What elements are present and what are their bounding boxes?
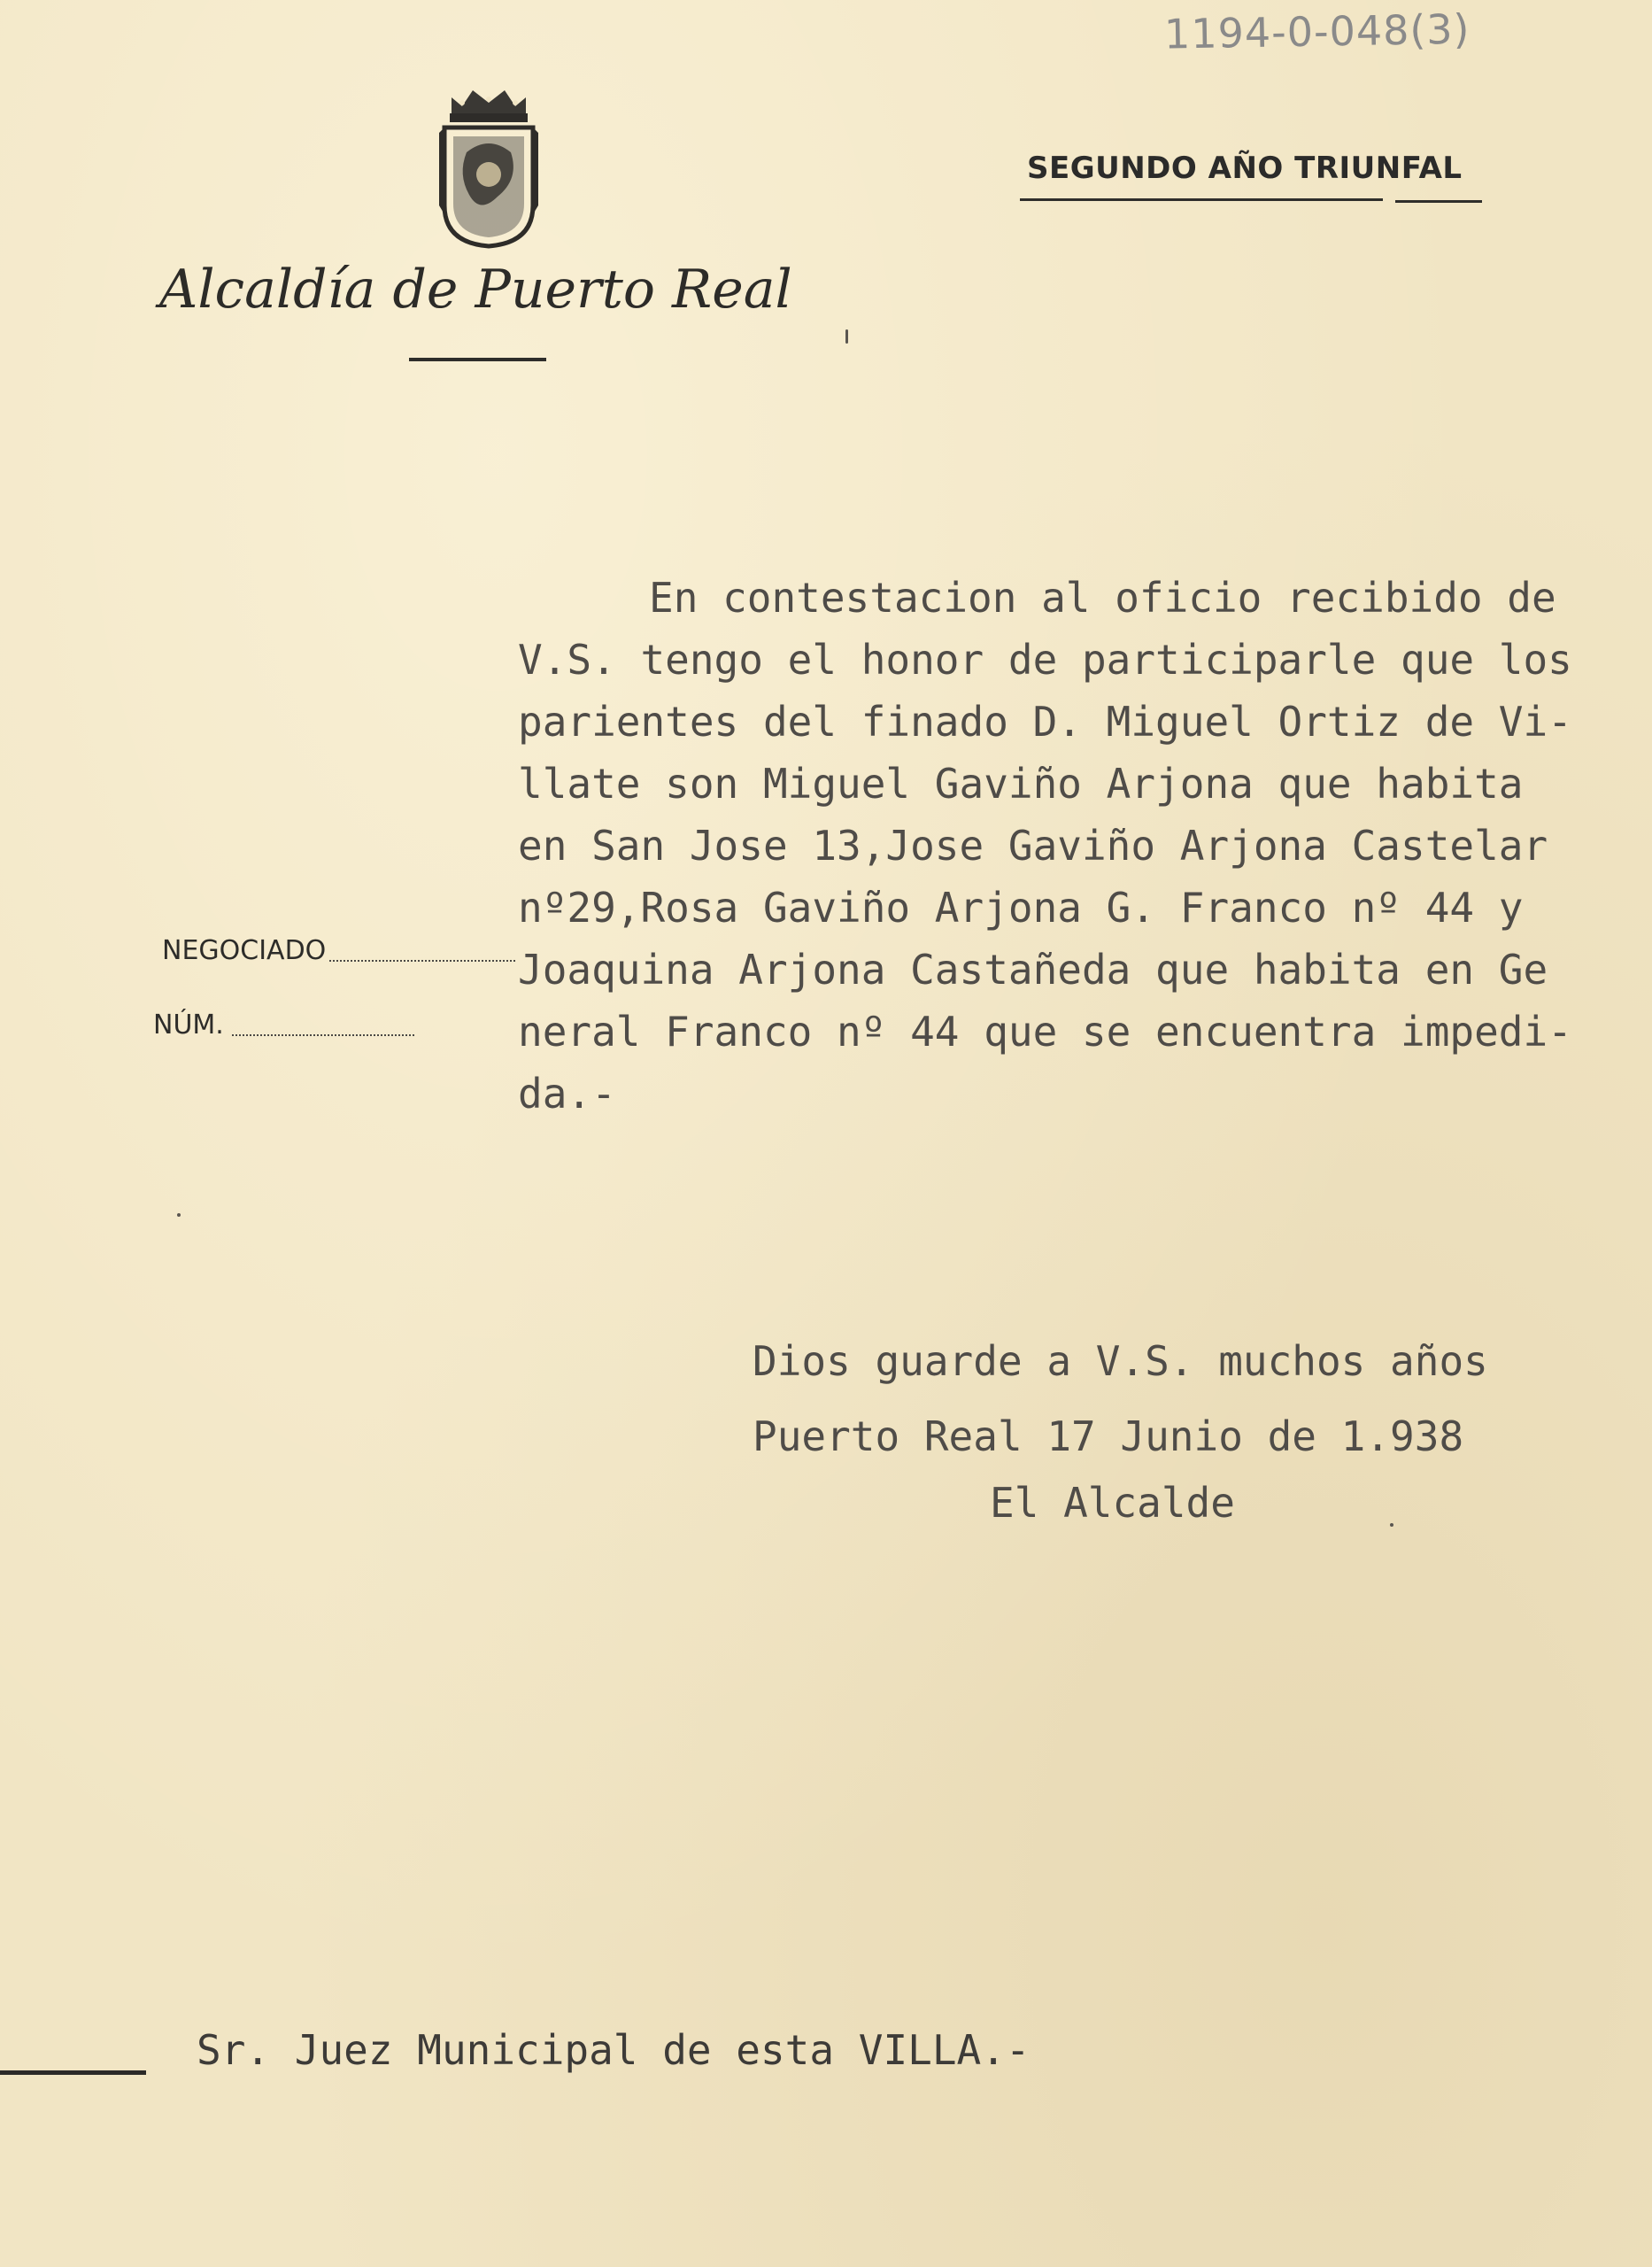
body-line: V.S. tengo el honor de participarle que los	[518, 636, 1572, 684]
negociado-label: NEGOCIADO	[162, 935, 327, 966]
paper-speck	[1390, 1523, 1393, 1527]
letterhead-title: Alcaldía de Puerto Real	[159, 259, 792, 321]
closing-place-date: Puerto Real 17 Junio de 1.938	[753, 1412, 1464, 1460]
year-motto-underline-tail	[1395, 200, 1482, 203]
year-motto: SEGUNDO AÑO TRIUNFAL	[1027, 151, 1463, 186]
closing-salutation: Dios guarde a V.S. muchos años	[753, 1337, 1488, 1385]
num-label: NÚM.	[153, 1010, 224, 1041]
body-line: nº29,Rosa Gaviño Arjona G. Franco nº 44 y	[518, 884, 1524, 932]
negociado-dotted-line	[329, 960, 515, 962]
addressee-rule	[0, 2070, 146, 2075]
letterhead-underline	[409, 358, 546, 361]
letter-body	[518, 567, 1647, 1125]
coat-of-arms-icon	[436, 81, 542, 250]
closing-block	[753, 1324, 1602, 1474]
body-line: llate son Miguel Gaviño Arjona que habita	[518, 760, 1524, 808]
year-motto-underline	[1020, 198, 1383, 201]
body-line: neral Franco nº 44 que se encuentra impedi-	[518, 1008, 1572, 1056]
body-line: Joaquina Arjona Castañeda que habita en Ge	[518, 946, 1548, 994]
body-line: En contestacion al oficio recibido de	[649, 574, 1556, 622]
body-line: parientes del finado D. Miguel Ortiz de Vi-	[518, 698, 1572, 746]
paper-speck	[177, 1213, 181, 1217]
body-line: en San Jose 13,Jose Gaviño Arjona Castelar	[518, 822, 1548, 870]
signatory: El Alcalde	[990, 1479, 1235, 1527]
num-dotted-line	[232, 1034, 414, 1036]
addressee: Sr. Juez Municipal de esta VILLA.-	[197, 2026, 1031, 2074]
archive-reference: 1194-0-048(3)	[1163, 4, 1471, 58]
paper-speck	[845, 329, 848, 344]
body-line: da.-	[518, 1070, 616, 1118]
